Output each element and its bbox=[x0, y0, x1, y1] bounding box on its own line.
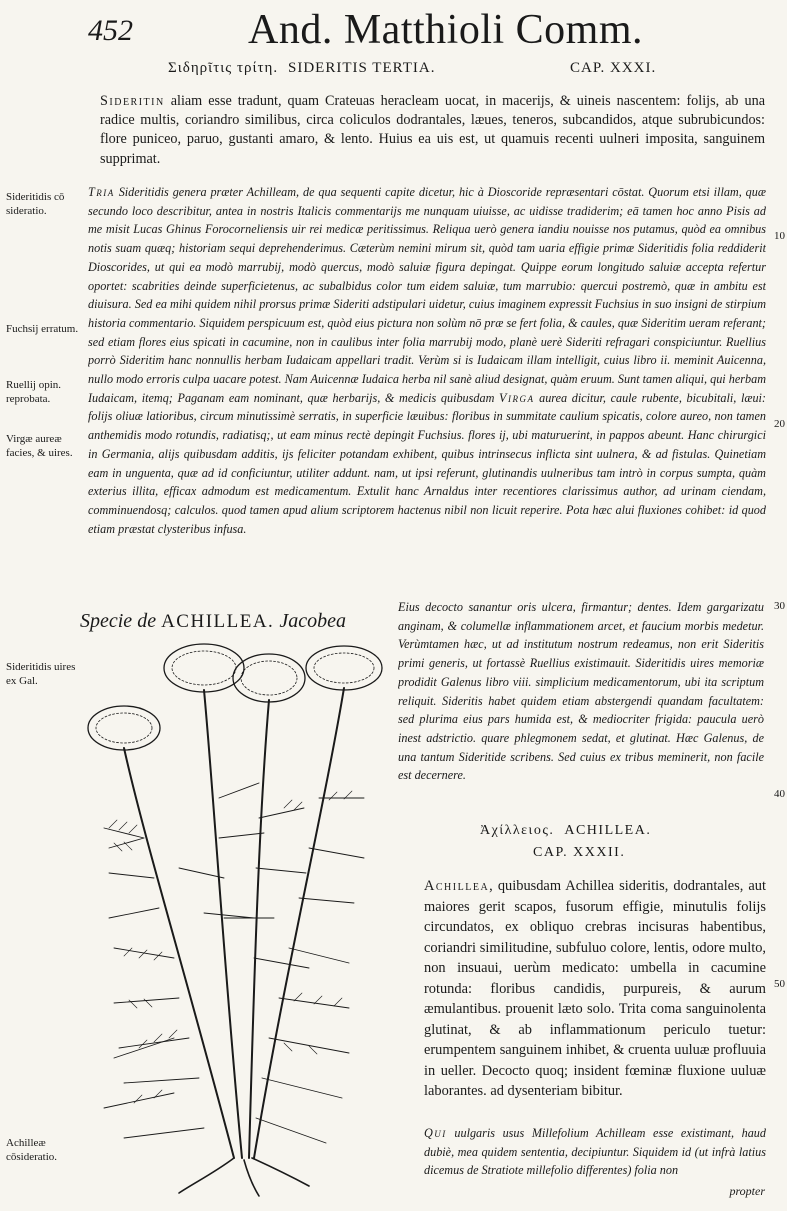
line-number-20: 20 bbox=[774, 418, 785, 430]
running-title: And. Matthioli Comm. bbox=[248, 7, 644, 53]
handwritten-word-2: Jacobea bbox=[279, 610, 346, 632]
intro-lead-word: Sideritin bbox=[100, 93, 165, 109]
line-number-10: 10 bbox=[774, 230, 785, 242]
line-number-50: 50 bbox=[774, 978, 785, 990]
margin-note-virga-aurea: Virgæ aureæ facies, & uires. bbox=[6, 433, 73, 459]
handwritten-word-1: Specie de bbox=[80, 610, 157, 632]
chapter-32-lead-word: Achillea bbox=[424, 878, 490, 894]
margin-note-fuchsius: Fuchsij erratum. bbox=[6, 323, 79, 335]
margin-note-ruellius: Ruellij opin. reprobata. bbox=[6, 379, 61, 405]
commentary-part-1: Sideritidis genera præter Achilleam, de qua sequenti capite dicetur, hic à Dioscoride repræsentari cōstat. Quorum etsi illam, quæ secundo loco describitur, antea in nostris Italicis commentarijs me nunquam uiuisse, ac uidisse tradiderim; eā tamen hoc anno Pisis ad me misit Lucas Ghinus Forocorneliensis uir rei medicæ peritissimus. Reliqua uerò genera iandiu nouisse nos putamus, quòd ea omnibus notis suam quæq; historiam sequi deprehenderimus. Cæterùm nemini mirum sit, quòd tam uaria effigie primæ Sideritidis folia reddiderit Dioscorides, ut qui ea modò marrubij, modò quercus, modò saluiæ figura depingat. Quippe eorum longitudo saluiæ accepta refertur oportet: scabrities deinde superficietenus, ac subalbidus color tum eidem saluiæ, tum marrubio: quercui postremò, quæ in ambitu est diuisura. Sed ea mihi quidem nihil prorsus primæ Sideriti adstipulari uidetur, cuius imaginem expressit Fuchsius in suo insigni de stirpium historia commentario. Siquidem perspicuum est, quòd eius pictura non solùm nō præ se fert folia, & caules, quæ Sideritim ueram referant; sed etiam flores eius spicati in cacumine, non in caulibus inter folia marrubij modo, planè uerè Sideriti refragari conspiciuntur. Ruellius porrò Sideritim hanc nonnullis herbam Iudaicam appellari tradit. Verùm si is Iudaicam illam intelligit, cuius libro ii. meminit Auicenna, nullo modo erroris culpa uacare potest. Nam Auicennæ Iudaica herba nil sanè aliud designat, quàm eruum. Sunt tamen aliqui, qui herbam Iudaicam, itemq; Paganam eam nominant, quæ herbarijs, & medicis quibusdam bbox=[88, 185, 766, 405]
page-number: 452 bbox=[88, 14, 133, 47]
line-number-40: 40 bbox=[774, 788, 785, 800]
achillea-woodcut-illustration bbox=[84, 638, 396, 1198]
intro-text: aliam esse tradunt, quam Crateuas heracleam uocat, in macerijs, & uineis nascentem: folijs, ab una radice multis, coriandro similibus, circa coliculos dodrantales, læues, teneros, subcandidos, atque subrubicundos: flore puniceo, paruo, gustanti amaro, & lento. Huius ea uis est, ut quamuis recenti uulneri imposita, sanguinem supprimat. bbox=[100, 93, 765, 167]
margin-note-galen: Sideritidis uires ex Gal. bbox=[6, 661, 76, 687]
handwritten-annotation bbox=[80, 610, 346, 633]
line-number-30: 30 bbox=[774, 600, 785, 612]
chapter-31-greek-title: Σιδηρῖτις τρίτη. bbox=[168, 60, 279, 76]
qui-text: uulgaris usus Millefolium Achilleam esse existimant, haud dubiè, mea quidem sententia, decipiuntur. Siquidem id (ut infrà latius dicemus de Stratiote millefolio differentes) folia non bbox=[424, 1126, 766, 1177]
chapter-31-number: CAP. XXXI. bbox=[570, 60, 657, 76]
chapter-32-title: ACHILLEA. bbox=[564, 823, 652, 838]
catchword: propter bbox=[729, 1184, 765, 1198]
commentary-column-2: Eius decocto sanantur oris ulcera, firmantur; dentes. Idem gargarizatu anginam, & columellæ inflammationem arcet, et faucium morbis medetur. Verùmtamen hæc, ut ad institutum nostrum redeamus, non erit Sideritis primi generis, ut fortassè Ruellius existimauit. Sideritidis uires memoriæ prodidit Galenus libro viii. simplicium medicamentorum, ubi ita scriptum reliquit. Sideritis habet quidem etiam abstergendi quandam facultatem: sed plurima eius pars humida est, & mediocriter frigida: paucula uerò inest adstrictio. quare phlegmonem sedat, et glutinat. Hæc Galenus, de una tantum Sideritide scribens. Sed cuius ex tribus meminerit, non facile est decernere. bbox=[398, 600, 764, 783]
virga-aurea-word: Virga bbox=[499, 390, 535, 405]
chapter-32-number: CAP. XXXII. bbox=[533, 845, 626, 860]
chapter-32-heading bbox=[480, 823, 651, 839]
printed-achillea-label: ACHILLEA. bbox=[161, 611, 275, 632]
chapter-31-intro bbox=[100, 92, 765, 169]
chapter-32-body: , quibusdam Achillea sideritis, dodrantales, aut maiores gerit scapos, fusorum effigie, minutulis folijs circundatos, ex obliquo crebras incisuras habentibus, coriandri similitudine, subfuluo colore, lentis, odore multo, non insuaui, uerùm medicato: umbella in cacumine rotunda: floribus candidis, purpureis, & aurum æmulantibus. prouenit læto solo. Trita coma sanguinolenta glutinat, & ab inflammationum periculo tuetur: erumpentem sanguinem inhibet, & cruenta uuluæ profluuia in ueller. Decocto quoq; insident fœminæ fluxione uuluæ laborantes. ad dysenteriam bibitur. bbox=[424, 878, 766, 1099]
margin-note-sideritis: Sideritidis cō sideratio. bbox=[6, 191, 65, 217]
qui-paragraph bbox=[424, 1124, 766, 1180]
chapter-31-title: SIDERITIS TERTIA. bbox=[288, 60, 436, 76]
commentary-lead-word: Tria bbox=[88, 185, 115, 199]
qui-lead-word: Qui bbox=[424, 1126, 447, 1140]
commentary-part-2: aurea dicitur, caule rubente, bicubitali, læui: folijs oliuæ latioribus, circum minutissimè serratis, in superficie læuibus: floribus in summitate caulium spicatis, colore aureo, non tamen anthemidis modo rotundis, radiatisq;, ut eam minus rectè depingit Fuchsius. flores ij, ubi maturuerint, in pappos abeunt. Hanc chirurgici in Germania, alijs quibusdam additis, ijs feliciter potandam exhibent, quibus intrinsecus inflicta sint uulnera, & ad fistulas. Quinetiam eam in unguenta, quæ ad id conficiuntur, utiliter addunt. nam, ut ipsi referunt, glutinandis uulneribus tam intrò in corpus sumpta, quàm exterius illita, efficax admodum est medicamentum. Extulit hanc Arnaldus inter recentiores clarissimus author, ad urinam ciendam, comminuendosq; calculos. quod tamen apud alium scriptorem hactenus nibil non licuit reperire. Pota hæc alui fluxiones cohibet: id quod etiam præstat clysteribus infusa. bbox=[88, 390, 766, 536]
margin-note-achillea: Achilleæ cōsideratio. bbox=[6, 1137, 58, 1163]
chapter-32-text bbox=[424, 876, 766, 1102]
commentary-text bbox=[88, 183, 766, 593]
chapter-32-greek-title: Ἀχίλλειος. bbox=[480, 823, 555, 838]
